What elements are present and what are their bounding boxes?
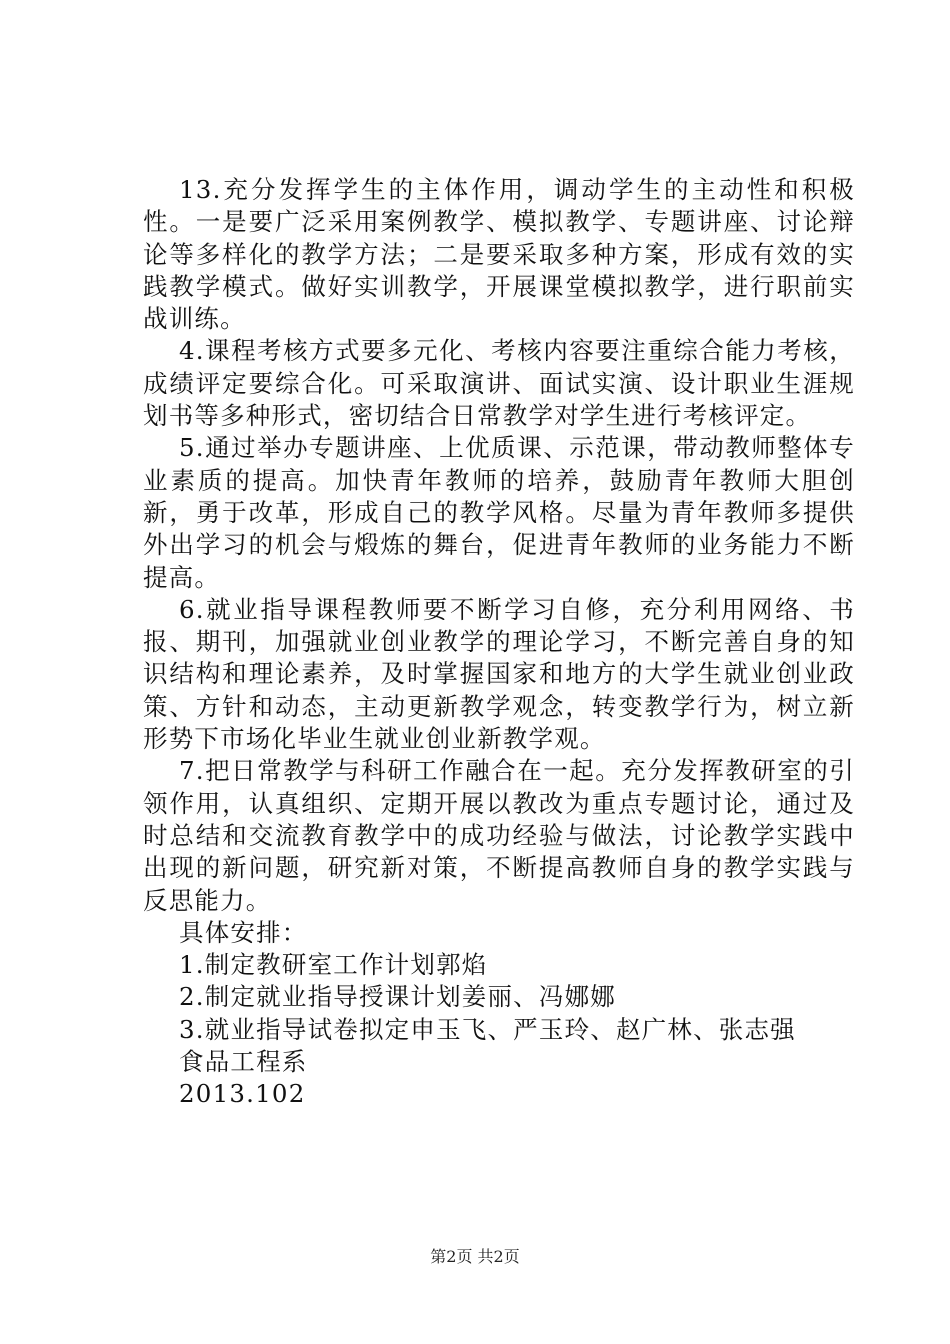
paragraph-7: 7.把日常教学与科研工作融合在一起。充分发挥教研室的引领作用，认真组织、定期开展以教改为重点专题讨论，通过及时总结和交流教育教学中的成功经验与做法，讨论教学实践中出现的新问题，研究新对策，不断提高教师自身的教学实践与反思能力。 <box>143 756 855 915</box>
document-date: 2013.102 <box>179 1079 306 1109</box>
paragraph-5: 5.通过举办专题讲座、上优质课、示范课，带动教师整体专业素质的提高。加快青年教师的培养，鼓励青年教师大胆创新，勇于改革，形成自己的教学风格。尽量为青年教师多提供外出学习的机会与煅炼的舞台，促进青年教师的业务能力不断提高。 <box>143 433 855 592</box>
arrangement-item-3: 3.就业指导试卷拟定申玉飞、严玉玲、赵广林、张志强 <box>179 1014 796 1044</box>
document-body <box>143 174 855 1111</box>
arrangement-heading: 具体安排： <box>179 917 308 947</box>
arrangement-item-2: 2.制定就业指导授课计划姜丽、冯娜娜 <box>179 982 616 1012</box>
arrangement-item-1: 1.制定教研室工作计划郭焰 <box>179 950 488 980</box>
department-signature: 食品工程系 <box>179 1047 308 1077</box>
paragraph-13: 13.充分发挥学生的主体作用，调动学生的主动性和积极性。一是要广泛采用案例教学、模拟教学、专题讲座、讨论辩论等多样化的教学方法；二是要采取多种方案，形成有效的实践教学模式。做好实训教学，开展课堂模拟教学，进行职前实战训练。 <box>143 175 855 334</box>
paragraph-6: 6.就业指导课程教师要不断学习自修，充分利用网络、书报、期刊，加强就业创业教学的理论学习，不断完善自身的知识结构和理论素养，及时掌握国家和地方的大学生就业创业政策、方针和动态，主动更新教学观念，转变教学行为，树立新形势下市场化毕业生就业创业新教学观。 <box>143 594 855 754</box>
page-footer: 第2页 共2页 <box>430 1247 520 1266</box>
paragraph-4: 4.课程考核方式要多元化、考核内容要注重综合能力考核，成绩评定要综合化。可采取演讲、面试实演、设计职业生涯规划书等多种形式，密切结合日常教学对学生进行考核评定。 <box>143 336 855 431</box>
